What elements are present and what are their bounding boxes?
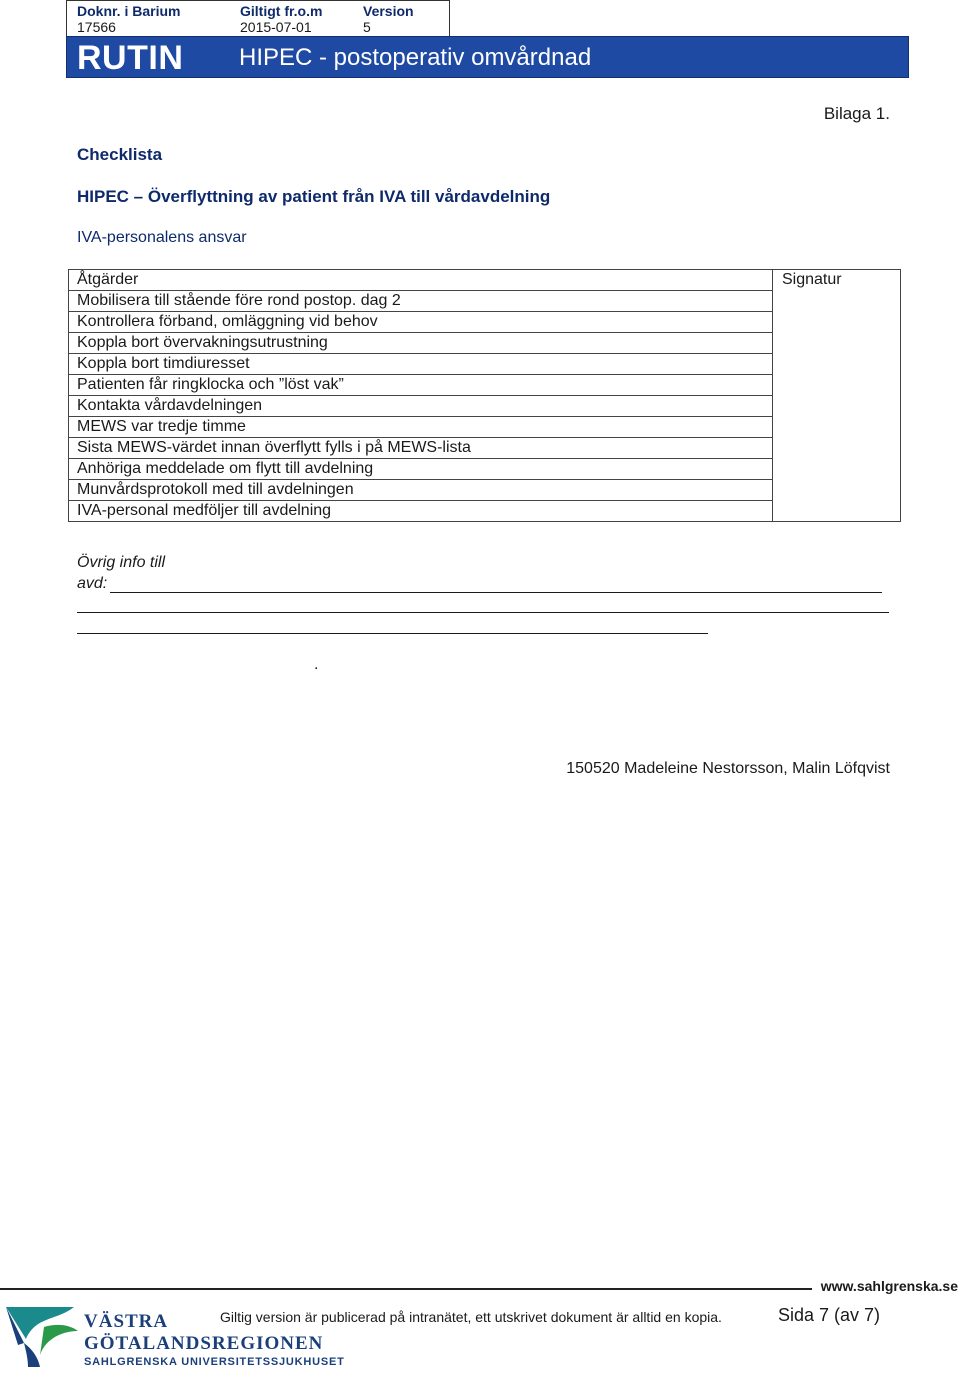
doc-number-cell: [77, 3, 180, 35]
signature-column[interactable]: [773, 270, 901, 522]
action-item: IVA-personal medföljer till avdelning: [69, 501, 773, 522]
action-item: Anhöriga meddelade om flytt till avdelning: [69, 459, 773, 480]
checklist-heading: Checklista: [77, 145, 163, 164]
version-cell: [363, 3, 414, 35]
action-item: Sista MEWS-värdet innan överflytt fylls i på MEWS-lista: [69, 438, 773, 459]
doc-type: RUTIN: [77, 39, 184, 77]
footer-rule: [0, 1288, 812, 1290]
other-info-writing-line-1[interactable]: [110, 592, 882, 593]
action-item: Kontrollera förband, omläggning vid behov: [69, 312, 773, 333]
action-item: MEWS var tredje timme: [69, 417, 773, 438]
responsibility-heading: IVA-personalens ansvar: [77, 229, 247, 246]
other-info-label: [77, 552, 165, 594]
website-link[interactable]: www.sahlgrenska.se: [820, 1278, 958, 1294]
checklist-table: [68, 269, 901, 522]
doc-title: HIPEC - postoperativ omvårdnad: [239, 44, 592, 71]
page-number: Sida 7 (av 7): [778, 1305, 881, 1325]
stray-dot: .: [314, 656, 319, 673]
logo-line-1: VÄSTRA: [84, 1311, 169, 1332]
other-info-writing-line-2[interactable]: [77, 612, 889, 613]
other-info-line2: avd:: [77, 575, 108, 592]
action-item: Koppla bort timdiuresset: [69, 354, 773, 375]
action-item: Koppla bort övervakningsutrustning: [69, 333, 773, 354]
other-info-line1: Övrig info till: [77, 554, 166, 571]
authors-line: 150520 Madeleine Nestorsson, Malin Löfqvist: [566, 760, 890, 777]
action-item: Patienten får ringklocka och ”löst vak”: [69, 375, 773, 396]
document-meta-box: [66, 0, 450, 36]
table-header-row: [69, 270, 901, 291]
title-banner: [66, 36, 909, 78]
valid-from-label: Giltigt fr.o.m: [240, 3, 323, 19]
signature-column-header: Signatur: [782, 271, 842, 288]
other-info-writing-line-3[interactable]: [77, 633, 708, 634]
action-item: Kontakta vårdavdelningen: [69, 396, 773, 417]
logo-line-3: SAHLGRENSKA UNIVERSITETSSJUKHUSET: [84, 1356, 345, 1368]
doc-number-value: 17566: [77, 19, 116, 35]
transfer-heading: HIPEC – Överflyttning av patient från IVA till vårdavdelning: [77, 187, 551, 206]
actions-column-header: Åtgärder: [69, 270, 773, 291]
valid-from-cell: [240, 3, 322, 35]
logo-line-2: GÖTALANDSREGIONEN: [84, 1333, 324, 1354]
version-value: 5: [363, 19, 371, 35]
appendix-label: Bilaga 1.: [823, 104, 890, 123]
doc-number-label: Doknr. i Barium: [77, 3, 181, 19]
action-item: Mobilisera till stående före rond postop. dag 2: [69, 291, 773, 312]
valid-from-value: 2015-07-01: [240, 19, 312, 35]
validity-note: Giltig version är publicerad på intranätet, ett utskrivet dokument är alltid en kopia.: [220, 1309, 722, 1325]
action-item: Munvårdsprotokoll med till avdelningen: [69, 480, 773, 501]
version-label: Version: [363, 3, 414, 19]
